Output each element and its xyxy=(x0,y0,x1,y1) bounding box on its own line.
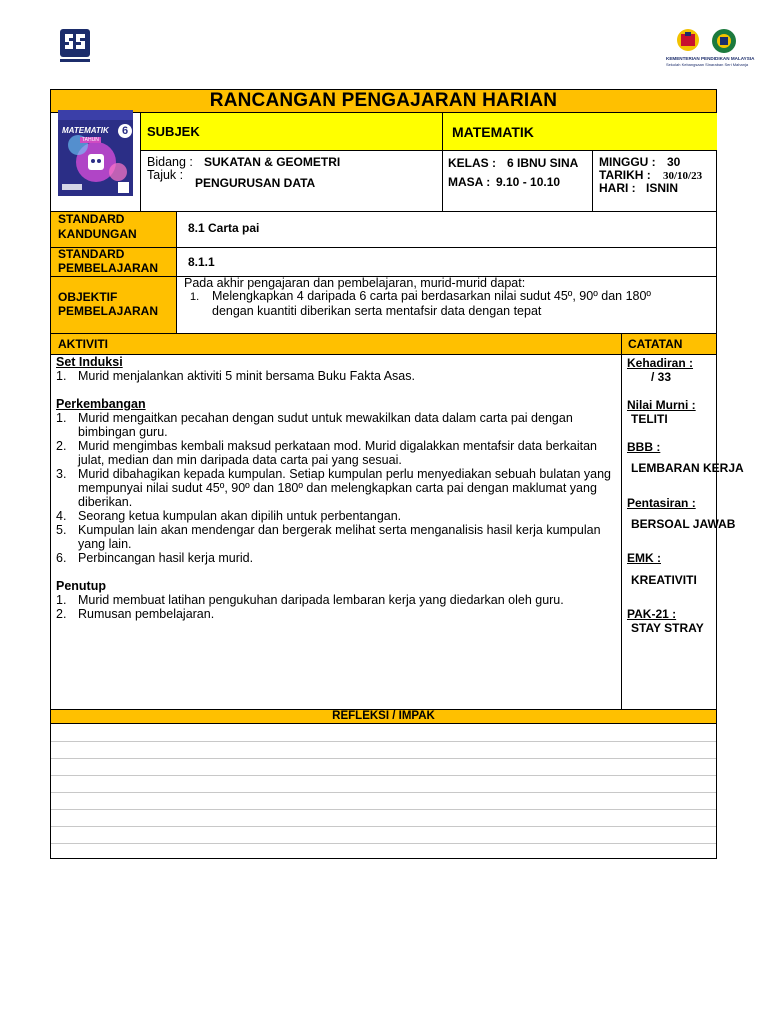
aktiviti-content xyxy=(56,355,612,621)
textbook-cover-image xyxy=(58,110,133,196)
refleksi-lines xyxy=(51,724,716,858)
standard-kandungan-value: 8.1 Carta pai xyxy=(188,221,260,235)
standard-kandungan-label: STANDARD KANDUNGAN xyxy=(58,212,137,241)
list-item: 1. Murid menjalankan aktiviti 5 minit bersama Buku Fakta Asas. xyxy=(56,369,415,383)
ministry-logo xyxy=(668,26,754,76)
bidang-label: Bidang : xyxy=(147,155,193,169)
pak21-value: STAY STRAY xyxy=(631,621,704,635)
objektif-line-1: Melengkapkan 4 daripada 6 carta pai berdasarkan nilai sudut 45º, 90º dan 180º xyxy=(212,289,651,303)
list-item: 3. Murid dibahagikan kepada kumpulan. Setiap kumpulan perlu menyediakan sebuah bulatan yang mempunyai nilai sudut 45º, 90º dan 180º dan melengkapkan carta pai dengan maklumat yang diberikan. xyxy=(56,467,612,509)
pentasiran-label: Pentasiran : xyxy=(627,496,696,510)
tarikh-label: TARIKH : xyxy=(599,168,651,182)
objektif-intro: Pada akhir pengajaran dan pembelajaran, murid-murid dapat: xyxy=(184,276,526,290)
list-item: 1. Murid membuat latihan pengukuhan daripada lembaran kerja yang diedarkan oleh guru. xyxy=(56,593,564,607)
bbb-value: LEMBARAN KERJA xyxy=(631,461,744,475)
book-brand: MATEMATIK xyxy=(62,126,109,135)
aktiviti-header-row xyxy=(51,334,716,354)
kelas-label: KELAS : xyxy=(448,156,496,170)
aktiviti-label: AKTIVITI xyxy=(58,337,108,351)
objektif-line-2: dengan kuantiti diberikan serta mentafsir data dengan tepat xyxy=(212,304,542,318)
ministry-name: KEMENTERIAN PENDIDIKAN MALAYSIA xyxy=(666,56,755,61)
set-induksi-heading: Set Induksi xyxy=(56,355,123,369)
hari-label: HARI : xyxy=(599,181,636,195)
bidang-value: SUKATAN & GEOMETRI xyxy=(204,155,341,169)
nilai-murni-value: TELITI xyxy=(631,412,668,426)
objektif-number: 1. xyxy=(190,291,200,303)
page-title: RANCANGAN PENGAJARAN HARIAN xyxy=(51,90,716,112)
list-item: 6. Perbincangan hasil kerja murid. xyxy=(56,551,254,565)
standard-pembelajaran-value: 8.1.1 xyxy=(188,255,215,269)
penutup-heading: Penutup xyxy=(56,579,106,593)
standard-pembelajaran-label: STANDARD PEMBELAJARAN xyxy=(58,247,159,275)
subjek-value: MATEMATIK xyxy=(452,124,534,140)
kehadiran-value: / 33 xyxy=(651,370,672,384)
tajuk-label: Tajuk : xyxy=(147,168,184,182)
tarikh-value: 30/10/23 xyxy=(663,170,703,182)
pentasiran-value: BERSOAL JAWAB xyxy=(631,517,736,531)
school-name: Sekolah Kebangsaan Sinaraban Seri Mahanja xyxy=(666,62,749,67)
pak21-label: PAK-21 : xyxy=(627,607,677,621)
list-item: 2. Rumusan pembelajaran. xyxy=(56,607,215,621)
minggu-label: MINGGU : xyxy=(599,155,656,169)
list-item: 5. Kumpulan lain akan mendengar dan bergerak melihat serta menganalisis hasil kerja kumpulan yang lain. xyxy=(56,523,601,551)
perkembangan-heading: Perkembangan xyxy=(56,397,146,411)
catatan-label: CATATAN xyxy=(628,337,683,351)
refleksi-header: REFLEKSI / IMPAK xyxy=(51,710,716,723)
list-item: 4. Seorang ketua kumpulan akan dipilih untuk perbentangan. xyxy=(56,509,402,523)
list-item: 1. Murid mengaitkan pecahan dengan sudut untuk mewakilkan data dalam carta pai dengan bimbingan guru. xyxy=(56,411,573,439)
subjek-label: SUBJEK xyxy=(147,124,200,139)
minggu-value: 30 xyxy=(667,155,681,169)
hari-value: ISNIN xyxy=(646,181,679,195)
school-logo xyxy=(56,26,94,66)
nilai-murni-label: Nilai Murni : xyxy=(627,398,696,412)
masa-label: MASA : xyxy=(448,175,491,189)
kehadiran-label: Kehadiran : xyxy=(627,356,694,370)
bbb-label: BBB : xyxy=(627,440,661,454)
objektif-label: OBJEKTIF PEMBELAJARAN xyxy=(58,290,159,318)
book-label: TAHUN xyxy=(82,137,99,143)
kelas-value: 6 IBNU SINA xyxy=(507,156,579,170)
book-grade: 6 xyxy=(118,124,132,138)
emk-label: EMK : xyxy=(627,551,661,565)
subjek-row xyxy=(141,113,717,150)
masa-value: 9.10 - 10.10 xyxy=(496,175,561,189)
list-item: 2. Murid mengimbas kembali maksud perkataan mod. Murid digalakkan mentafsir data berkaitan julat, median dan min daripada data carta pai yang sesuai. xyxy=(56,439,598,467)
tajuk-value: PENGURUSAN DATA xyxy=(195,176,316,190)
emk-value: KREATIVITI xyxy=(631,573,697,587)
